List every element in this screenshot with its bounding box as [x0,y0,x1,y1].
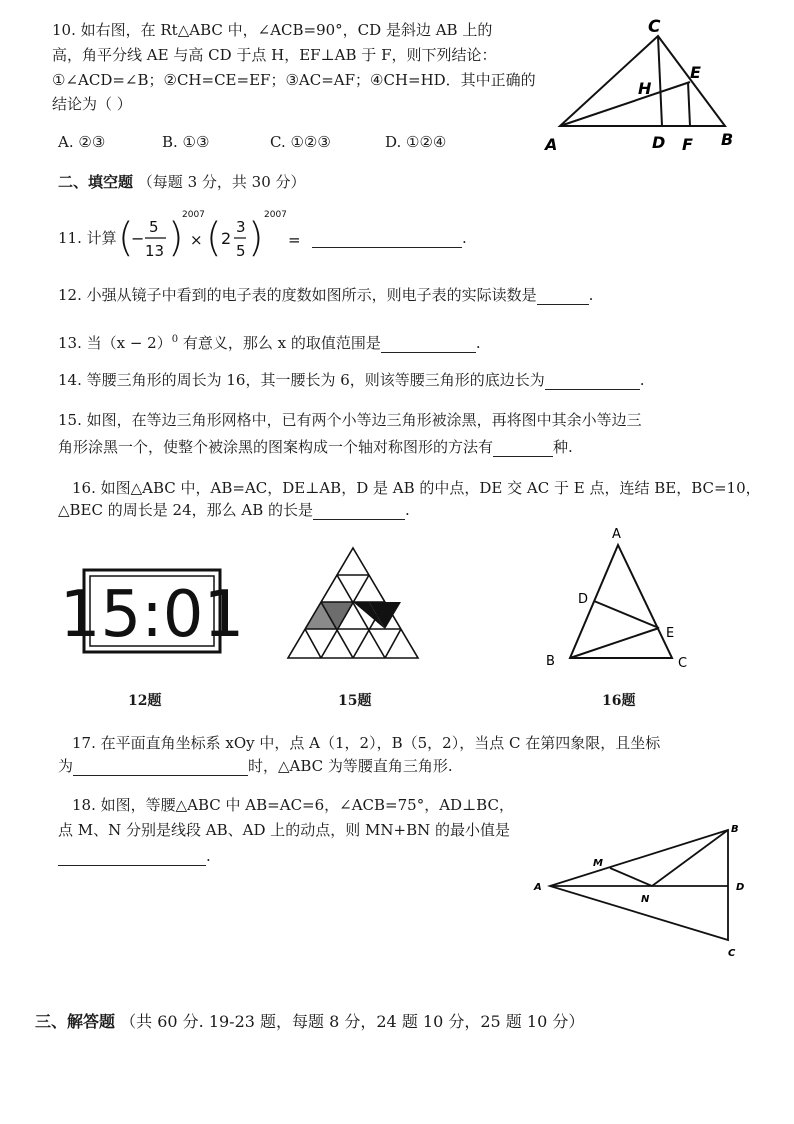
q10-line2: 高，角平分线 AE 与高 CD 于点 H，EF⊥AB 于 F，则下列结论： [52,46,497,64]
caption-15: 15题 [338,693,372,709]
q18-answer-blank[interactable] [58,850,206,866]
label-h: H [638,79,652,98]
q11-expression [118,205,318,275]
q11-exp2: 2007 [264,210,287,220]
q18-line3-end: . [206,847,211,865]
section3-note: （共 60 分. 19-23 题，每题 8 分，24 题 10 分，25 题 10 分） [120,1012,585,1031]
q11-whole2: 2 [221,229,232,248]
q12-question: 12. 小强从镜子中看到的电子表的度数如图所示，则电子表的实际读数是 . [58,286,594,304]
q18-line2: 点 M、N 分别是线段 AB、AD 上的动点，则 MN+BN 的最小值是 [58,821,511,839]
q15-line2 [58,437,573,457]
q16-line2: △BEC 的周长是 24，那么 AB 的长是 . [58,501,410,519]
q11-exp1: 2007 [182,210,205,220]
q17-line2-b: 时，△ABC 为等腰直角三角形. [248,757,453,775]
label-d: D [578,592,589,607]
q11-answer-blank[interactable] [312,232,462,248]
label-f: F [682,135,693,154]
svg-text:(: ( [206,215,222,261]
svg-text:−: − [131,229,145,248]
svg-text:): ) [248,215,264,261]
q11-den1: 13 [145,242,165,260]
q18-line3 [58,846,211,866]
q11-times: × [190,231,203,249]
q15-answer-blank[interactable] [493,441,553,457]
q10-line1: 10. 如右图，在 Rt△ABC 中，∠ACB=90°，CD 是斜边 AB 上的 [52,21,493,39]
label-m: M [593,858,603,869]
q11-num1: 5 [149,218,159,236]
q17-line1: 17. 在平面直角坐标系 xOy 中，点 A（1，2），B（5，2），当点 C 在第四象限，且坐标 [72,734,661,752]
q17-line2-a: 为 [58,757,74,775]
q18-line1: 18. 如图，等腰△ABC 中 AB=AC=6，∠ACB=75°，AD⊥BC， [72,796,514,814]
label-c: C [728,948,736,959]
section2-title: 二、填空题 [58,173,134,191]
label-a: A [545,135,558,154]
q16-line1: 16. 如图△ABC 中，AB=AC，DE⊥AB，D 是 AB 的中点，DE 交 AC 于 E 点，连结 BE，BC=10， [72,479,761,497]
section2-note: （每题 3 分，共 30 分） [137,173,306,191]
q10-line3: ①∠ACD=∠B；②CH=CE=EF；③AC=AF；④CH=HD．其中正确的 [52,71,536,89]
clock-display: 15:01 [59,578,245,652]
q10-triangle-figure [540,14,750,154]
q10-option-b: B. ①③ [162,133,210,151]
q13-answer-blank[interactable] [381,337,476,353]
label-c: C [648,17,661,37]
label-a: A [534,882,542,893]
q12-answer-blank[interactable] [537,289,589,305]
label-c: C [678,656,688,671]
q15-triangle-grid [288,542,423,664]
q15-line1: 15. 如图，在等边三角形网格中，已有两个小等边三角形被涂黑，再将图中其余小等边三 [58,411,642,429]
q13-question: 13. 当$(x - 2)^0$ 有意义，那么 x 的取值范围是 . [58,334,481,352]
q10-option-a: A. ②③ [58,133,106,151]
q11-prefix: 11. 计算 [58,229,117,247]
label-e: E [690,63,701,82]
q10-option-d: D. ①②④ [385,133,447,151]
label-b: B [721,130,734,149]
q15-line2-text: 角形涂黑一个，使整个被涂黑的图案构成一个轴对称图形的方法有 [58,438,494,456]
q13-exp: 0 [171,334,179,345]
label-b: B [731,824,739,835]
caption-16: 16题 [602,693,636,709]
section3-heading [35,1012,584,1032]
q16-triangle-figure [540,525,710,675]
q16-line2-text: △BEC 的周长是 24，那么 AB 的长是 [58,501,314,519]
q12-clock-figure [59,568,245,656]
section2-heading [58,172,306,192]
q10-option-c: C. ①②③ [270,133,331,151]
label-b: B [546,654,555,669]
q14-question: 14. 等腰三角形的周长为 16，其一腰长为 6，则该等腰三角形的底边长为 . [58,371,645,389]
q14-answer-blank[interactable] [545,374,640,390]
svg-text:): ) [168,215,184,261]
svg-text:(: ( [118,215,134,261]
q11-num2: 3 [236,218,246,236]
q11-answer: . [312,228,467,248]
label-e: E [666,626,675,641]
q12-text: 12. 小强从镜子中看到的电子表的度数如图所示，则电子表的实际读数是 [58,286,537,304]
q18-triangle-figure [530,820,755,960]
q13-text-b: 有意义，那么 x 的取值范围是 [182,334,381,352]
caption-12: 12题 [128,693,162,709]
q13-text-a: 13. 当（x − 2） [58,334,172,352]
q14-text: 14. 等腰三角形的周长为 16，其一腰长为 6，则该等腰三角形的底边长为 [58,371,545,389]
q15-line2-end: 种. [553,438,573,456]
q16-answer-blank[interactable] [313,504,405,520]
label-n: N [641,894,650,905]
label-a: A [612,527,621,542]
section3-title: 三、解答题 [35,1012,116,1031]
q17-answer-blank[interactable] [73,760,248,776]
q10-line4: 结论为（ ） [52,95,132,113]
q17-line2 [58,756,453,776]
label-d: D [736,882,745,893]
label-d: D [652,133,666,152]
q11-eq: = [288,231,301,249]
q11-den2: 5 [236,242,246,260]
